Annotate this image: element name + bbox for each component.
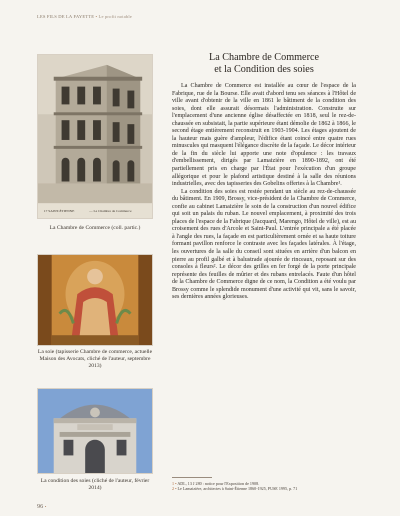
article-title-line-2: et la Condition des soies (214, 64, 314, 75)
footnotes (172, 481, 362, 492)
article-title (172, 52, 356, 76)
caption-figure-3: La condition des soies (cliché de l'auteur, février 2014) (40, 478, 150, 491)
footnote-rule (172, 477, 212, 478)
running-head-separator: • (95, 14, 98, 19)
figure-chambre-de-commerce-photo (37, 54, 153, 219)
article-paragraph-1: La Chambre de Commerce est installée au cœur de l'espace de la Fabrique, rue de la Bourse. Elle avait d'abord tenu ses séances à l'Hôtel de ville avant d'obtenir de la ville en 1861 le bâtiment de la condition des soies, dont elle assurait désormais l'administration. Construite sur l'emplacement d'une ancienne église désaffectée en 1818, seul le rez-de-chaussée en subsistait, la partie supérieure étant démolie de 1862 à 1866, le second étage entièrement reconstruit en 1903-1904. Les étages ajoutent de la hauteur mais guère d'ampleur, l'édifice étant coincé entre quatre rues minuscules qui masquent l'élégance discrète de la façade. Le décor intérieur de la fin du siècle lui apporte une note d'opulence : les travaux d'embellissement, dirigés par Lamaizière en 1890-1892, ont été partiellement pris en charge par l'État pour l'exécution d'un groupe allégorique et pour le plafond artistique destiné à la salle des réunions industrielles, avec des tapisseries des Gobelins offertes à la Chambre¹. (172, 83, 356, 188)
footnote-2 (172, 486, 362, 491)
footnote-2-mark: 2 • (172, 486, 177, 492)
article-title-line-1: La Chambre de Commerce (208, 52, 320, 63)
postcard-inscription-left: 17 SAINT-ÉTIENNE (43, 209, 75, 214)
article-body (172, 83, 356, 302)
caption-figure-1: La Chambre de Commerce (coll. partic.) (49, 225, 141, 231)
footnote-1-mark: 1 • (172, 481, 177, 486)
running-head (37, 14, 132, 19)
footnote-2-text: Le Lamaizière, architectes à Saint-Étienne 1860-1925, PUSE 1995, p. 71 (177, 486, 298, 492)
page-number-mark: • (44, 504, 47, 509)
footnote-1-text: ADL, 13 J 280 : notice pour l'Exposition de 1908. (177, 481, 260, 486)
caption-figure-2: La soie (tapisserie Chambre de commerce, actuelle Maison des Avocats, cliché de l'auteur, septembre 2013) (37, 349, 153, 369)
page-number (37, 503, 46, 510)
page-number-value: 96 (37, 503, 44, 510)
figure-tapestry-la-soie (37, 254, 153, 346)
running-head-section: Le profit notable (98, 14, 132, 19)
running-head-book: LES FILS DE LA FAYETTE (37, 14, 95, 19)
postcard-inscription-right: — La Chambre de Commerce (89, 209, 132, 214)
figure-condition-des-soies (37, 388, 153, 474)
article-paragraph-2: La condition des soies est restée pendant un siècle au rez-de-chaussée du bâtiment. En 1909, Brossy, vice-président de la Chambre de Commerce, confie au cabinet Lamaizière le soin de la construction d'un nouvel édifice qui soit un palais du ruban. Le nouvel emplacement, à proximité des trois places de l'espace de la Fabrique (Jacquard, Marengo, Hôtel de ville), est au croisement des rues d'Arcole et Saint-Paul. L'entrée principale a été placée à l'angle des rues, la façade en est particulièrement ornée et sa haute toiture formant pavillon renforce le contraste avec les façades latérales. À l'étage, les ouvertures de la salle du conseil sont situées en arrière d'un balcon en pierre au profil galbé et à balustrade ajourée de rinceaux, reposant sur des consoles à fleurs². Le décor des grilles en fer forgé de la porte principale représente des feuilles de mûrier et des rubans entrelacés. Faute d'un hôtel de la Chambre de Commerce digne de ce nom, la Condition a été voulu par Brossy comme le splendide monument d'une activité qui vit, sans le savoir, ses dernières années glorieuses. (172, 188, 356, 301)
